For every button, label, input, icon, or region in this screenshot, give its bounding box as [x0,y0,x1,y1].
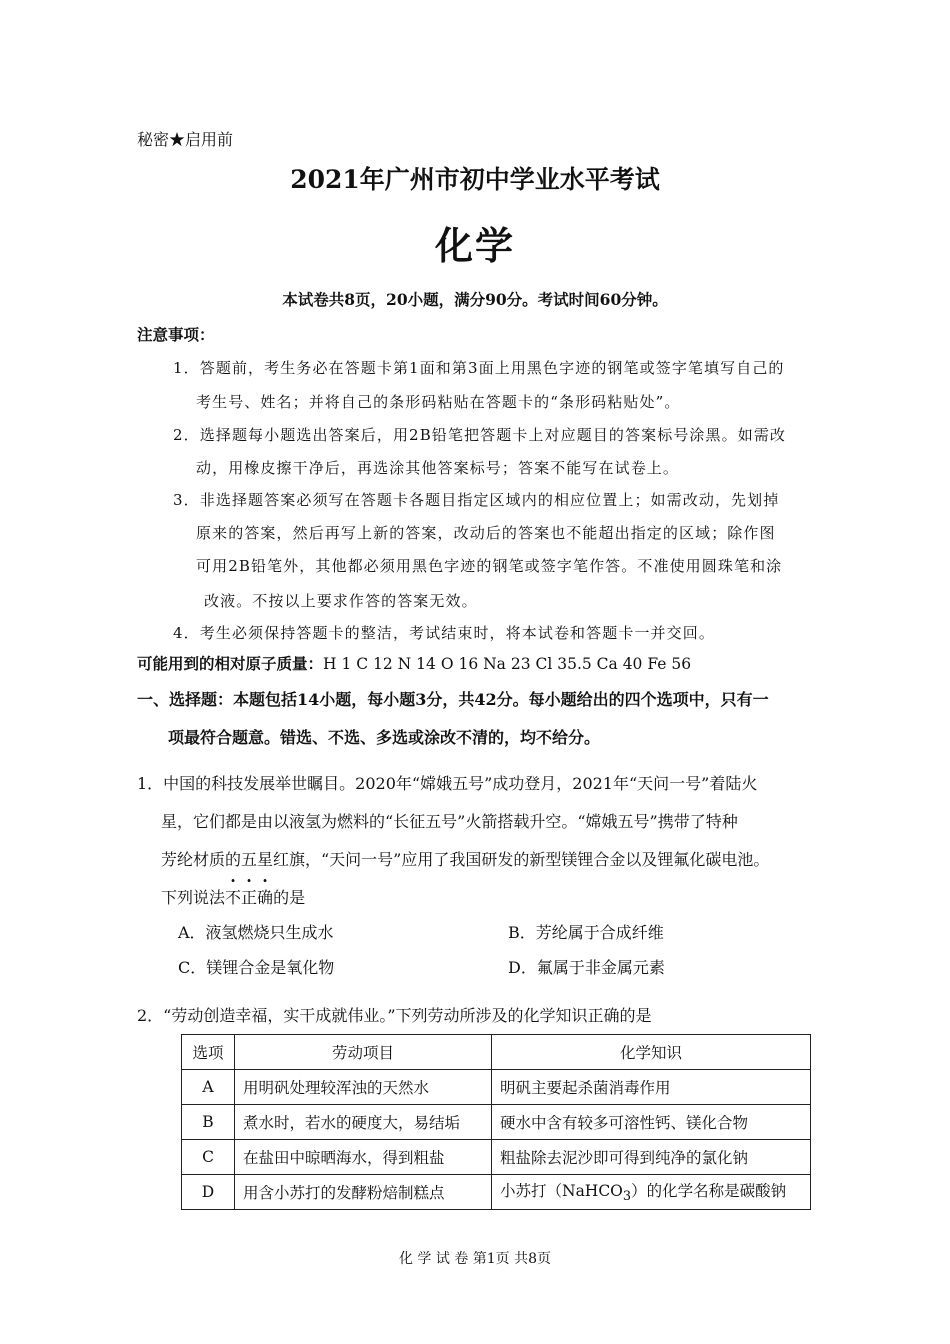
table-row [182,1105,811,1140]
q1-line-4 [161,885,305,908]
formula-suffix: ）的化学名称是碳酸钠 [631,1182,787,1201]
formula-prefix: 小苏打（NaHCO [500,1182,623,1201]
table-header-cell: 化学知识 [492,1035,811,1070]
atomic-mass-label: 可能用到的相对原子质量： [137,654,324,673]
table-cell-option: B [182,1105,235,1140]
emphasis-char: 确 [257,888,274,907]
secret-mark: 秘密★启用前 [137,130,234,149]
q1-line-2: 星，它们都是由以液氢为燃料的“长征五号”火箭搭载升空。“嫦娥五号”携带了特种 [161,812,738,831]
notice-item-1-line-1: 1．答题前，考生务必在答题卡第1面和第3面上用黑色字迹的钢笔或签字笔填写自己的 [173,359,785,377]
table-cell-project: 煮水时，若水的硬度大，易结垢 [235,1105,492,1140]
notice-item-1-line-2: 考生号、姓名；并将自己的条形码粘贴在答题卡的“条形码粘贴处”。 [196,393,681,411]
notice-item-4-line-1: 4．考生必须保持答题卡的整洁，考试结束时，将本试卷和答题卡一并交回。 [173,624,715,642]
emphasis-char: 正 [241,888,258,907]
section-1-line-2: 项最符合题意。错选、不选、多选或涂改不清的，均不给分。 [168,728,601,747]
table-cell-knowledge [492,1175,811,1210]
exam-summary: 本试卷共8页，20小题，满分90分。考试时间60分钟。 [282,290,668,309]
table-cell-project: 在盐田中晾晒海水，得到粗盐 [235,1140,492,1175]
table-cell-project: 用含小苏打的发酵粉焙制糕点 [235,1175,492,1210]
table-header-cell: 劳动项目 [235,1035,492,1070]
table-cell-knowledge: 粗盐除去泥沙即可得到纯净的氯化钠 [492,1140,811,1175]
table-cell-option: D [182,1175,235,1210]
notice-item-3-line-3: 可用2B铅笔外，其他都必须用黑色字迹的钢笔或签字笔作答。不准使用圆珠笔和涂 [196,557,783,575]
q1-option-c: C．镁锂合金是氧化物 [178,958,335,977]
notice-item-3-line-2: 原来的答案，然后再写上新的答案，改动后的答案也不能超出指定的区域；除作图 [196,524,776,542]
q2-table [181,1034,811,1210]
q1-line-3: 芳纶材质的五星红旗，“天问一号”应用了我国研发的新型镁锂合金以及锂氟化碳电池。 [161,850,770,869]
table-cell-project: 用明矾处理较浑浊的天然水 [235,1070,492,1105]
table-cell-option: A [182,1070,235,1105]
atomic-mass-values: H 1 C 12 N 14 O 16 Na 23 Cl 35.5 Ca 40 Fe 56 [323,655,692,673]
q1-line-4-end: 的是 [273,888,306,907]
table-cell-option: C [182,1140,235,1175]
subject-title: 化学 [434,223,515,268]
table-header-row [182,1035,811,1070]
q1-option-a: A．液氢燃烧只生成水 [178,923,334,942]
emphasis-char: 不 [225,888,242,907]
section-1-line-1: 一、选择题：本题包括14小题，每小题3分，共42分。每小题给出的四个选项中，只有一 [137,690,769,709]
formula-subscript: 3 [622,1189,632,1205]
table-row [182,1070,811,1105]
notice-title: 注意事项： [137,325,215,344]
q2-stem: 2．“劳动创造幸福，实干成就伟业。”下列劳动所涉及的化学知识正确的是 [137,1006,652,1025]
notice-item-2-line-1: 2．选择题每小题选出答案后，用2B铅笔把答题卡上对应题目的答案标号涂黑。如需改 [173,426,787,444]
q1-line-4-start: 下列说法 [161,888,226,907]
q1-line-1: 1．中国的科技发展举世瞩目。2020年“嫦娥五号”成功登月，2021年“天问一号”着陆火 [137,774,758,793]
page-footer: 化 学 试 卷 第1页 共8页 [398,1251,552,1267]
notice-item-3-line-4: 改液。不按以上要求作答的答案无效。 [204,592,478,610]
exam-title: 2021年广州市初中学业水平考试 [290,165,660,194]
q1-option-b: B．芳纶属于合成纤维 [508,923,664,942]
atomic-mass [137,652,691,674]
table-row [182,1140,811,1175]
table-cell-knowledge: 明矾主要起杀菌消毒作用 [492,1070,811,1105]
table-header-cell: 选项 [182,1035,235,1070]
table-cell-knowledge: 硬水中含有较多可溶性钙、镁化合物 [492,1105,811,1140]
notice-item-2-line-2: 动，用橡皮擦干净后，再选涂其他答案标号；答案不能写在试卷上。 [196,459,680,477]
notice-item-3-line-1: 3．非选择题答案必须写在答题卡各题目指定区域内的相应位置上；如需改动，先划掉 [173,491,780,509]
q1-option-d: D．氟属于非金属元素 [508,958,665,977]
table-row [182,1175,811,1210]
